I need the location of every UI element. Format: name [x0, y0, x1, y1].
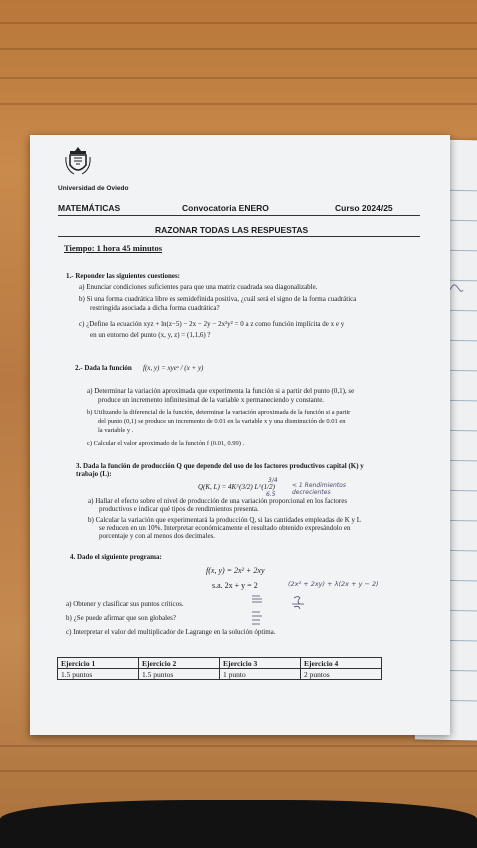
q1-c2: en un entorno del punto (x, y, z) = (1,1,6) ?: [90, 331, 211, 339]
q4-title: 4. Dado el siguiente programa:: [70, 553, 162, 561]
q3-function: Q(K, L) = 4K^(3/2) L^(1/2): [198, 483, 275, 491]
grades-header: Ejercicio 4: [301, 658, 382, 669]
exam-time: Tiempo: 1 hora 45 minutos: [64, 243, 163, 253]
handwritten-note: < 1 Rendimientos decrecientes: [292, 482, 346, 496]
session-title: Convocatoria ENERO: [182, 203, 269, 213]
q2-title: 2.- Dada la función: [75, 364, 132, 372]
q1-b2: restringida asociada a dicha forma cuadrática?: [90, 304, 220, 312]
header-rule: [58, 215, 420, 216]
grades-header: Ejercicio 2: [139, 658, 220, 669]
subheader-rule: [58, 236, 420, 237]
grades-value: 2 puntos: [301, 669, 382, 680]
grades-header: Ejercicio 3: [220, 658, 301, 669]
q2-function: f(x, y) = xyeˣ / (x + y): [143, 364, 204, 372]
grades-header-row: [58, 658, 382, 669]
wood-grain: [0, 48, 477, 50]
university-crest-icon: [64, 145, 92, 177]
handwritten-exponent: 3/4: [268, 477, 278, 484]
q2-b1: b) Utilizando la diferencial de la función, determinar la variación aproximada de la función si a partir: [87, 409, 351, 416]
wood-grain: [0, 745, 477, 747]
grades-table: [57, 657, 382, 680]
q1-b1: b) Si una forma cuadrática libre es semidefinida positiva, ¿cuál será el signo de la forma cuadrática: [79, 295, 357, 303]
q3-title2: trabajo (L):: [76, 470, 112, 478]
grades-value-row: [58, 669, 382, 680]
q2-b3: la variable y .: [98, 427, 134, 434]
q2-a2: produce un incremento infinitesimal de la variable x permaneciendo y constante.: [98, 396, 325, 404]
q3-title1: 3. Dada la función de producción Q que depende del uso de los factores productivos capital (K) y: [76, 462, 364, 470]
q2-b2: del punto (0,1) se produce un incremento de 0.01 en la variable x y una disminución de 0.01 en: [98, 418, 346, 425]
q1-c1: c) ¿Define la ecuación xyz + ln(z−5) − 2x − 2y − 2x²y² = 0 a z como función implícita de x e y: [79, 320, 345, 328]
q2-c: c) Calcular el valor aproximado de la función f (0.01, 0.99) .: [87, 440, 245, 447]
wood-grain: [0, 22, 477, 24]
q3-a1: a) Hallar el efecto sobre el nivel de producción de una variación proporcional en los factores: [88, 497, 348, 505]
q3-a2: productivos e indicar qué tipos de rendimientos presenta.: [99, 505, 259, 513]
handwritten-number: 6.5: [266, 491, 276, 498]
q3-b2: se reducen en un 10%. Interpretar económicamente el resultado obtenido expresándolo en: [99, 524, 351, 532]
q3-b3: porcentaje y con al menos dos decimales.: [99, 532, 216, 540]
wood-grain: [0, 77, 477, 79]
wood-grain: [0, 103, 477, 105]
course-title: Curso 2024/25: [335, 203, 393, 213]
foot-shadow: [0, 800, 477, 848]
q4-constraint: s.a. 2x + y = 2: [212, 581, 258, 590]
subject-title: MATEMÁTICAS: [58, 203, 121, 213]
grades-value: 1.5 puntos: [139, 669, 220, 680]
instructions: RAZONAR TODAS LAS RESPUESTAS: [155, 225, 309, 235]
wood-grain: [0, 770, 477, 772]
q2-a1: a) Determinar la variación aproximada que experimenta la función si a partir del punto (0,1), se: [87, 387, 355, 395]
q4-a: a) Obtener y clasificar sus puntos críticos.: [66, 600, 184, 608]
handwritten-derivatives: [248, 592, 318, 632]
q4-b: b) ¿Se puede afirmar que son globales?: [66, 614, 177, 622]
q1-title: 1.- Reponder las siguientes cuestiones:: [66, 272, 181, 280]
handwritten-lagrangian: (2x² + 2xy) + λ(2x + y − 2): [288, 580, 379, 588]
exam-sheet: [30, 135, 450, 735]
grades-value: 1 punto: [220, 669, 301, 680]
q4-objective: f(x, y) = 2x² + 2xy: [206, 566, 265, 575]
q4-c: c) Interpretar el valor del multiplicador de Lagrange en la solución óptima.: [66, 628, 276, 636]
grades-header: Ejercicio 1: [58, 658, 139, 669]
grades-value: 1.5 puntos: [58, 669, 139, 680]
q1-a: a) Enunciar condiciones suficientes para que una matriz cuadrada sea diagonalizable.: [79, 283, 318, 291]
university-name: Universidad de Oviedo: [58, 185, 129, 192]
q3-b1: b) Calcular la variación que experimentará la producción Q, si las cantidades empleadas de K y L: [88, 516, 362, 524]
